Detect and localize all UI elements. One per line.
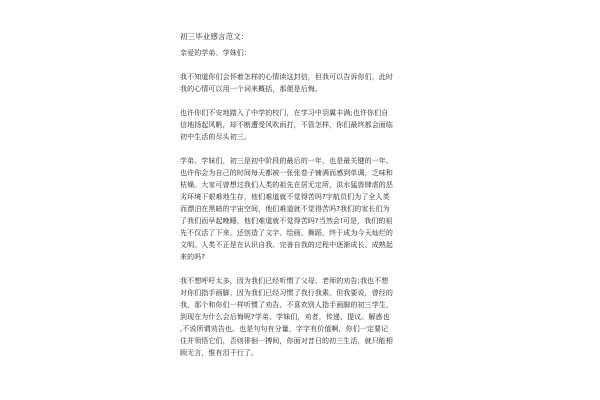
paragraph-line: 到现在为什么会后悔呢?学弟、学妹们，劝者，传递、提议、解惑也 <box>180 313 390 321</box>
paragraph-line: 住并领悟它们，否则徘徊一搏间，你面对昔日的初三生活，就只能相 <box>180 337 393 345</box>
paragraph-line: 信地扬起风帆，却不断遭受风吹雨打，不管怎样，你们最终都会面临 <box>180 121 393 129</box>
paragraph-line: 也许你会为自己的时间每天都被一张张卷子铺满而感到单调，乏味和 <box>180 169 393 177</box>
paragraph-line: 枯燥。大家可曾想过我们人类的祖先在居无定所，洪水猛兽肆虐的恶 <box>180 181 393 189</box>
paragraph-line: 学弟、学妹们，初三是初中阶段的最后的一年，也是最关键的一年。 <box>180 157 393 165</box>
paragraph-line: ,不说所谓劝告也。也是句句有分量，字字有价值啊，你们一定要记 <box>180 325 389 333</box>
greeting: 亲爱的学弟、学妹们： <box>180 49 251 57</box>
document-title: 初三毕业感言范文： <box>180 32 249 41</box>
document-page <box>167 0 433 400</box>
paragraph-line: 顾无言，惟有泪千行了。 <box>180 349 259 357</box>
paragraph-line: 我，那个和你们一样听惯了劝告、不喜欢别人指手画脚的初三学生， <box>180 301 393 309</box>
paragraph-line: 来的吗? <box>180 253 206 261</box>
paragraph-line: 文明。人类不正是在认识自我、完善自我的过程中逐渐成长、成熟起 <box>180 241 393 249</box>
paragraph-line: 劣环境下艰难地生存，他们难道就不觉得苦吗?宇航员们为了全人类 <box>180 193 390 201</box>
paragraph-line: 我不知道你们会怀着怎样的心情读这封信，但我可以告诉你们，此时 <box>180 73 393 81</box>
paragraph-line: 对你们指手画脚，因为我们已经习惯了我行我素。但我要说，曾经的 <box>180 289 393 297</box>
paragraph-line: 我的心情可以用一个词来概括，那便是后悔。 <box>180 85 322 93</box>
paragraph-line: 了我们而早起晚睡，他们难道就不觉得苦吗?当然会!可是，我们的祖 <box>180 217 393 225</box>
paragraph-line: 而漂泊在黑暗的宇宙空间，他们难道就不觉得苦吗?我们的家长们为 <box>180 205 390 213</box>
paragraph-line: 先不仅活了下来，还创造了文字、绘画、舞蹈，终于成为今天灿烂的 <box>180 229 393 237</box>
paragraph-line: 初中生活的尽头初三。 <box>180 133 251 141</box>
paragraph-line: 也许你们不安地踏入了中学的校门，在学习中羽翼丰满;也许你们自 <box>180 109 389 117</box>
paragraph-line: 我不想呼吁太多，因为我们已经听惯了父母、老师的劝告;我也不想 <box>180 277 389 285</box>
